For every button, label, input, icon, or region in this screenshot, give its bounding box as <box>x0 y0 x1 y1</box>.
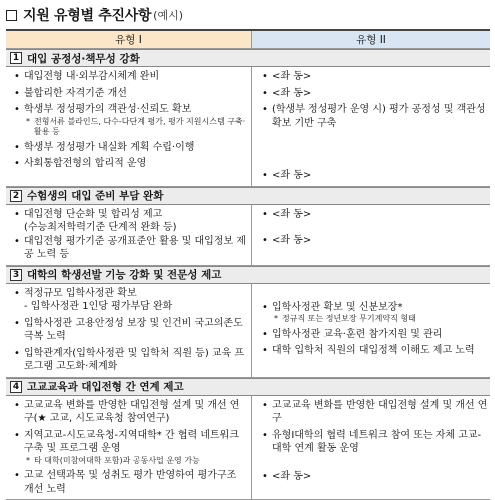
title-sub: (예시) <box>153 9 184 22</box>
title-main: 지원 유형별 추진사항 <box>23 8 152 24</box>
section-header-1 <box>6 49 490 67</box>
list-item: • 대입전형 평가기준 공개표준안 활용 및 대입정보 제공 노력 등 <box>14 235 246 260</box>
section-2-type1 <box>6 205 252 265</box>
section-1-type1 <box>6 67 252 186</box>
section-4-type2 <box>252 396 490 500</box>
list-item: • (학생부 정성평가 운영 시) 평가 공정성 및 객관성 확보 기반 구축 <box>262 104 486 129</box>
header-type2: 유형 II <box>252 31 490 48</box>
list-item: • 학생부 정성평가 내실화 계획 수립·이행 <box>14 141 195 153</box>
section-number-3: 3 <box>10 269 22 281</box>
list-item: • <좌 동> <box>262 235 312 246</box>
footnote: * 전형서류 블라인드, 다수-다단계 평가, 평가 지원시스템 구축·활용 등 <box>26 116 246 136</box>
footnote: * 타 대학(미참여대학 포함)과 공동사업 운영 가능 <box>26 455 200 465</box>
section-1-type2 <box>252 67 490 186</box>
checkbox-square-icon <box>6 10 17 21</box>
list-item: • 유형I대학의 협력 네트워크 참여 또는 자체 고교-대학 연계 활동 운영 <box>262 429 482 454</box>
section-title-1: 대입 공정성·책무성 강화 <box>27 52 140 65</box>
list-item: • 대입전형 단순화 및 합리성 제고 <box>14 208 163 220</box>
document-title <box>6 4 183 26</box>
list-item: • 대학 입학처 직원의 대입정책 이해도 제고 노력 <box>262 345 475 356</box>
support-type-table <box>6 29 490 500</box>
list-subitem: (수능최저학력기준 단계적 완화 등) <box>24 222 177 233</box>
list-subitem: - 입학사정관 1인당 평가부담 완화 <box>24 301 173 312</box>
list-item: • 입학사정관 교육·훈련 참가지원 및 관리 <box>262 328 443 340</box>
section-header-3 <box>6 266 490 284</box>
list-item: • 고교교육 변화를 반영한 대입전형 설계 및 개선 연구(★ 고교, 시도교육청 참여연구) <box>14 399 240 424</box>
list-item: • <좌 동> <box>262 170 312 181</box>
list-item: • 지역고교-시도교육청-지역대학* 간 협력 네트워크 구축 및 프로그램 운영 <box>14 429 239 454</box>
list-item: • <좌 동> <box>262 87 312 99</box>
list-item: • 입학사정관 확보 및 신분보장* <box>262 301 403 313</box>
list-item: • 대입전형 내·외부감시체계 완비 <box>14 71 160 82</box>
section-body-2 <box>6 205 490 266</box>
section-body-1 <box>6 67 490 187</box>
section-body-4 <box>6 396 490 500</box>
table-header <box>6 29 490 49</box>
list-item: • 입학관계자(입학사정관 및 입학처 직원 등) 교육 프로그램 고도화·체계화 <box>14 347 245 372</box>
list-item: • 불합리한 자격기준 개선 <box>14 87 127 99</box>
section-title-4: 고교교육과 대입전형 간 연계 제고 <box>27 381 184 393</box>
list-item: • <좌 동> <box>262 470 312 482</box>
header-type1: 유형 I <box>6 31 252 48</box>
list-item: • 적정규모 입학사정관 확보 <box>14 287 137 299</box>
list-item: • 입학사정관 고용안정성 보장 및 인건비 국고의존도 극복 노력 <box>14 317 243 342</box>
list-item: • <좌 동> <box>262 208 312 220</box>
section-number-1: 1 <box>10 52 22 64</box>
section-title-2: 수험생의 대입 준비 부담 완화 <box>27 190 164 202</box>
section-header-4 <box>6 378 490 396</box>
section-number-4: 4 <box>10 381 22 393</box>
list-item: • 사회통합전형의 합리적 운영 <box>14 158 147 169</box>
list-item: • <좌 동> <box>262 71 312 82</box>
section-2-type2 <box>252 205 490 265</box>
footnote: * 정규직 또는 정년보장 무기계약직 형태 <box>274 314 416 323</box>
list-item: • 고교 선택과목 및 성취도 평가 반영하여 평가구조 개선 노력 <box>14 470 237 495</box>
section-header-2 <box>6 187 490 205</box>
section-number-2: 2 <box>10 190 22 202</box>
list-item: • 학생부 정성평가의 객관성·신뢰도 확보 <box>14 104 192 115</box>
section-title-3: 대학의 학생선발 기능 강화 및 전문성 제고 <box>27 269 222 281</box>
section-3-type2 <box>252 284 490 377</box>
list-item: • 고교교육 변화를 반영한 대입전형 설계 및 개선 연구 <box>262 399 488 424</box>
section-body-3 <box>6 284 490 378</box>
section-3-type1 <box>6 284 252 377</box>
section-4-type1 <box>6 396 252 500</box>
